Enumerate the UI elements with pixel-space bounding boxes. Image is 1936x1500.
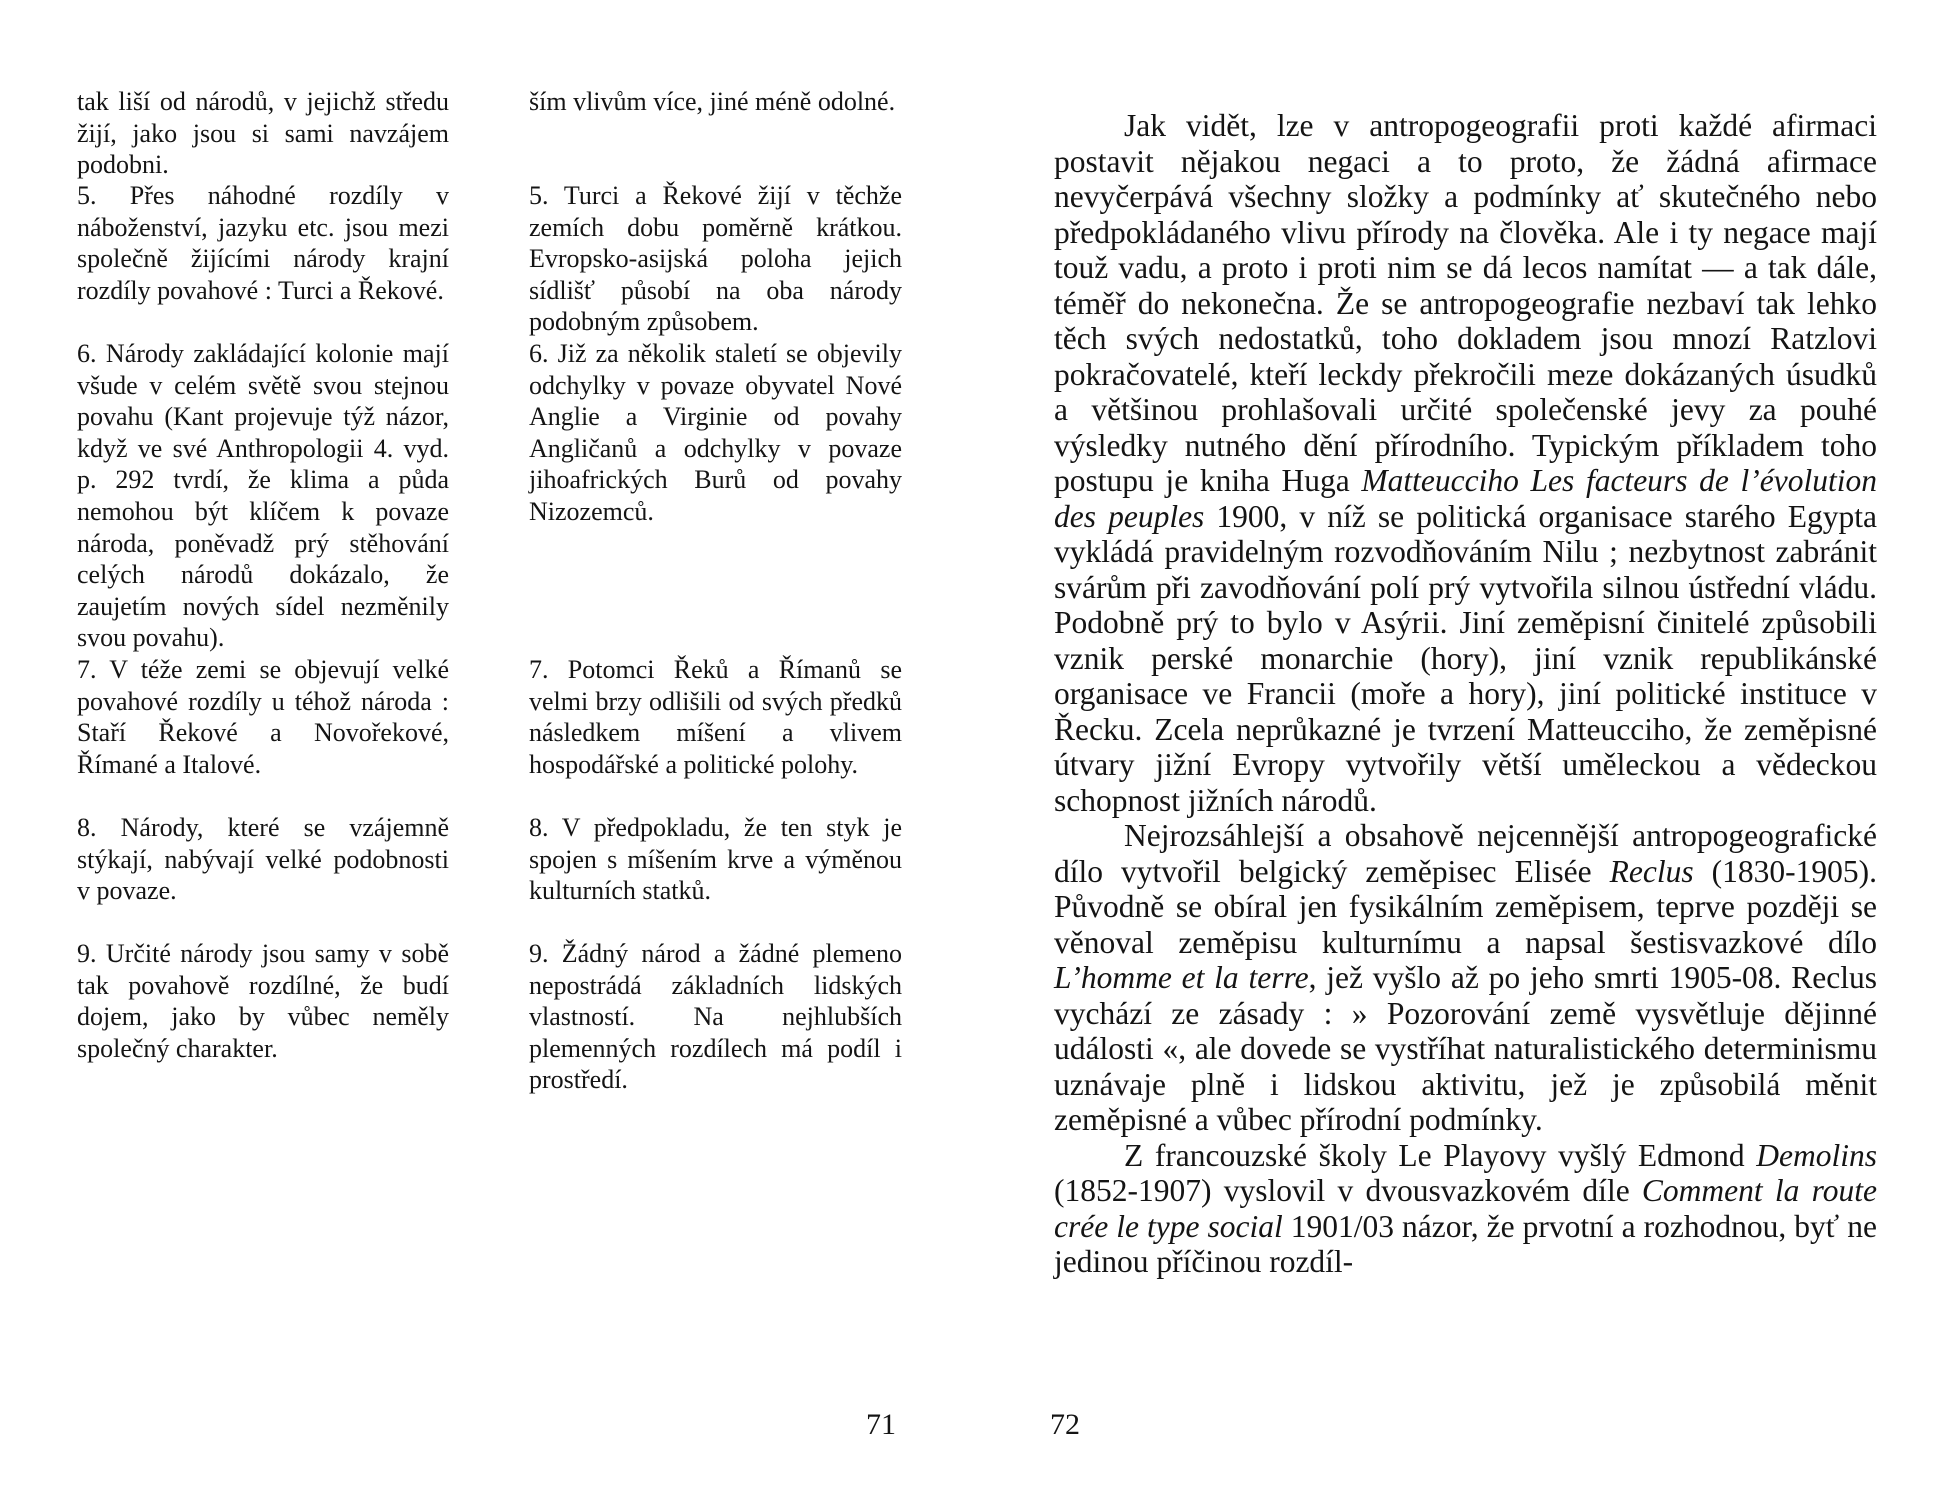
body-paragraph: [1054, 818, 1877, 1138]
text-run: 1900, v níž se politická organisace starého Egypta vykládá pravidelným rozvodňováním Nilu ; nezbytnost zabránit svárům při zavodňování polí prý vytvořila silnou ústřední vládu. Podobně prý to bylo v Asýrii. Jiní zeměpisní činitelé způsobili vznik perské monarchie (hory), jiní vznik republikánské organisace ve Francii (moře a hory), jiní politické instituce v Řecku. Zcela neprůkazné je tvrzení Matteucciho, že zeměpisné útvary jižní Evropy vytvořily větší uměleckou a vědeckou schopnost jižních národů.: [1054, 498, 1878, 818]
italic-title: L’homme et la terre: [1054, 960, 1309, 995]
text-run: , jež vyšlo až po jeho smrti 1905-08. Reclus vychází ze zásady : » Pozorování země vysvětluje dějinné události «, ale dovede se vystříhat naturalistického determinismu uznávaje plně i lidskou aktivitu, jež je způsobilá měnit zeměpisné a vůbec přírodní podmínky.: [1054, 960, 1877, 1137]
italic-name: Reclus: [1609, 853, 1694, 889]
page-number: 71: [866, 1408, 896, 1441]
text-run: (1852-1907) vyslovil v dvousvazkovém díle: [1054, 1173, 1642, 1208]
text-run: Nejrozsáhlejší a obsahově nejcennější antropogeografické dílo vytvořil belgický zeměpisec Elisée: [1054, 818, 1877, 889]
left-column-paragraph: 8. Národy, které se vzájemně stýkají, nabývají velké podobnosti v povaze.: [77, 813, 449, 906]
text-run: Jak vidět, lze v antropogeografii proti každé afirmaci postavit nějakou negaci a to proto, že žádná afirmace nevyčerpává všechny složky a podmínky ať skutečného nebo předpokládaného vlivu přírody na člověka. Ale i ty negace mají touž vadu, a proto i proti nim se dá lecos namítat — a tak dále, téměř do nekonečna. Že se antropogeografie nezbaví tak lehko těch svých nedostatků, toho dokladem jsou mnozí Ratzlovi pokračovatelé, kteří leckdy překročili meze dokázaných úsudků a většinou prohlašovali určité společenské jevy za pouhé výsledky nutného dění přírodního. Typickým příkladem toho postupu je kniha Huga: [1054, 108, 1877, 498]
body-paragraph: [1054, 1138, 1877, 1280]
page-number: 72: [1050, 1408, 1080, 1441]
text-run: 1901/03 názor, že prvotní a rozhodnou, byť ne jedinou příčinou rozdíl-: [1054, 1208, 1877, 1279]
right-page-body: [1054, 108, 1877, 1280]
italic-title: Matteucciho Les facteurs de l’évolution des peuples: [1054, 463, 1877, 534]
italic-title: Comment la route crée le type social: [1054, 1173, 1877, 1244]
right-column-paragraph: ším vlivům více, jiné méně odolné.: [529, 87, 896, 116]
left-column-paragraph: 7. V téže zemi se objevují velké povahové rozdíly u téhož národa : Staří Řekové a Novořekové, Římané a Italové.: [77, 655, 449, 779]
right-column-paragraph: 9. Žádný národ a žádné plemeno nepostrádá základních lidských vlastností. Na nejhlubších plemenných rozdílech má podíl i prostředí.: [529, 939, 902, 1095]
right-column-paragraph: 8. V předpokladu, že ten styk je spojen s míšením krve a výměnou kulturních statků.: [529, 813, 902, 906]
right-column-paragraph: 7. Potomci Řeků a Římanů se velmi brzy odlišili od svých předků následkem míšení a vlivem hospodářské a politické polohy.: [529, 655, 902, 779]
body-paragraph: [1054, 108, 1877, 818]
text-run: Z francouzské školy Le Playovy vyšlý Edmond: [1124, 1137, 1757, 1173]
text-run: (1830-1905). Původně se obíral jen fysikálním zeměpisem, teprve později se věnoval zeměpisu kulturnímu a napsal šestisvazkové dílo: [1054, 853, 1877, 960]
right-column-paragraph: 6. Již za několik staletí se objevily odchylky v povaze obyvatel Nové Anglie a Virginie od povahy Angličanů a odchylky v povaze jihoafrických Burů od povahy Nizozemců.: [529, 339, 902, 526]
left-column-paragraph: 5. Přes náhodné rozdíly v náboženství, jazyku etc. jsou mezi společně žijícími národy krajní rozdíly povahové : Turci a Řekové.: [77, 181, 449, 305]
left-column-paragraph: 6. Národy zakládající kolonie mají všude v celém světě svou stejnou povahu (Kant projevuje týž názor, když ve své Anthropologii 4. vyd. p. 292 tvrdí, že klima a půda nemohou být klíčem k povaze národa, poněvadž prý stěhování celých národů dokázalo, že zaujetím nových sídel nezměnily svou povahu).: [77, 339, 449, 653]
right-column-paragraph: 5. Turci a Řekové žijí v těchže zemích dobu poměrně krátkou. Evropsko-asijská poloha jejich sídlišť působí na oba národy podobným způsobem.: [529, 181, 902, 337]
left-column-paragraph: 9. Určité národy jsou samy v sobě tak povahově rozdílné, že budí dojem, jako by vůbec neměly společný charakter.: [77, 939, 449, 1063]
left-column-paragraph: tak liší od národů, v jejichž středu žijí, jako jsou si sami navzájem podobni.: [77, 87, 449, 180]
italic-name: Demolins: [1756, 1137, 1877, 1173]
